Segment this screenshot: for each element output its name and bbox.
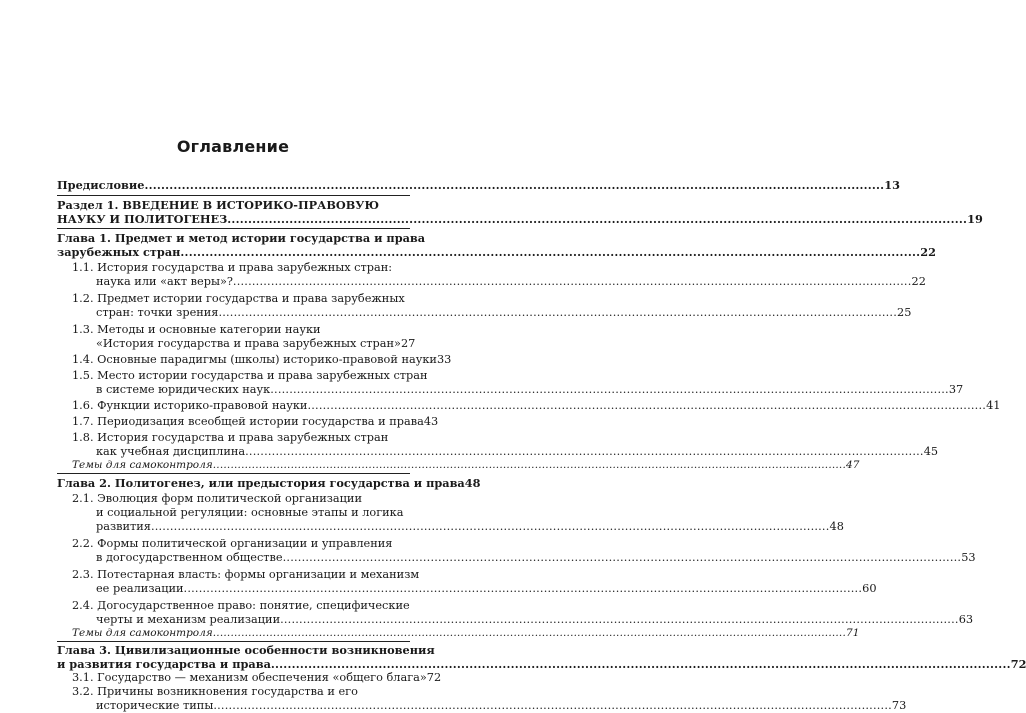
toc-page-number: 45: [923, 445, 939, 458]
toc-subentry-2-2[interactable]: [96, 551, 976, 565]
toc-entry-chapter-2[interactable]: [57, 476, 481, 490]
toc-entry-chapter-3[interactable]: [57, 657, 1026, 671]
toc-page-number: 60: [862, 582, 877, 595]
toc-subentry-1-6[interactable]: [72, 399, 1001, 413]
toc-page-number: 33: [436, 353, 452, 366]
toc-entry-text: наука или «акт веры»?: [96, 275, 233, 288]
page-title: Оглавление: [176, 137, 290, 156]
toc-entry-section-1[interactable]: [57, 212, 983, 226]
toc-subentry-title[interactable]: 2.3. Потестарная власть: формы организации и механизм: [72, 568, 420, 581]
leader-dots: [213, 699, 892, 713]
toc-self-check-1[interactable]: [72, 458, 860, 472]
toc-entry-text: Предисловие: [57, 178, 145, 192]
toc-entry-text: черты и механизм реализации: [96, 613, 281, 626]
toc-entry-text: в системе юридических наук: [96, 383, 271, 396]
leader-dots: [218, 306, 897, 320]
toc-page-number: 72: [1010, 657, 1026, 671]
toc-subentry-3-1[interactable]: [72, 671, 442, 685]
toc-subentry-2-4[interactable]: [96, 613, 974, 627]
leader-dots: [151, 520, 830, 534]
divider: [57, 228, 410, 229]
toc-subentry-title[interactable]: 1.8. История государства и права зарубежных стран: [72, 431, 389, 444]
toc-subentry-1-2[interactable]: [96, 306, 912, 320]
toc-subentry-title[interactable]: 2.1. Эволюция форм политической организации: [72, 492, 362, 505]
toc-entry-preface[interactable]: [57, 178, 901, 192]
toc-page-number: 48: [464, 476, 481, 490]
leader-dots: [184, 582, 863, 596]
toc-self-check-2[interactable]: [72, 626, 860, 640]
toc-subentry-3-2[interactable]: [96, 699, 907, 713]
leader-dots: [307, 399, 986, 413]
toc-page-number: 13: [884, 178, 901, 192]
toc-entry-text: Темы для самоконтроля: [72, 459, 213, 471]
toc-entry-text: 1.6. Функции историко-правовой науки: [72, 399, 308, 412]
toc-chapter-title[interactable]: Глава 3. Цивилизационные особенности возникновения: [57, 643, 435, 657]
leader-dots: [270, 383, 949, 397]
toc-page-number: 25: [897, 306, 912, 319]
toc-entry-text: Темы для самоконтроля: [72, 627, 213, 639]
leader-dots: [227, 212, 967, 226]
toc-subentry-title[interactable]: 3.2. Причины возникновения государства и его: [72, 685, 358, 698]
toc-entry-text: 1.4. Основные парадигмы (школы) историко-правовой науки: [72, 353, 437, 366]
toc-subentry-1-8[interactable]: [96, 445, 939, 459]
toc-subentry-1-1[interactable]: [96, 275, 926, 289]
toc-subentry-2-3[interactable]: [96, 582, 877, 596]
divider: [57, 641, 410, 642]
toc-entry-text: 3.1. Государство — механизм обеспечения «общего блага»: [72, 671, 427, 684]
toc-subentry-title[interactable]: и социальной регуляции: основные этапы и логика: [96, 506, 404, 519]
leader-dots: [233, 275, 912, 289]
toc-subentry-title[interactable]: 1.2. Предмет истории государства и права зарубежных: [72, 292, 405, 305]
leader-dots: [271, 657, 1011, 671]
toc-page-number: 22: [920, 245, 936, 259]
leader-dots: [180, 245, 920, 259]
toc-entry-text: Глава 2. Политогенез, или предыстория государства и права: [57, 476, 465, 490]
leader-dots: [280, 613, 959, 627]
leader-dots: [245, 445, 924, 459]
toc-subentry-title[interactable]: 2.4. Догосударственное право: понятие, специфические: [72, 599, 410, 612]
leader-dots: [144, 178, 884, 192]
toc-page-number: 19: [967, 212, 983, 226]
toc-subentry-title[interactable]: 1.5. Место истории государства и права зарубежных стран: [72, 369, 428, 382]
toc-page-number: 73: [891, 699, 907, 712]
toc-entry-text: как учебная дисциплина: [96, 445, 246, 458]
toc-subentry-1-3[interactable]: [96, 337, 416, 351]
toc-page-number: 41: [986, 399, 1001, 412]
toc-page-number: 47: [846, 459, 860, 471]
toc-entry-text: 1.7. Периодизация всеобщей истории государства и права: [72, 415, 424, 428]
toc-section-title[interactable]: Раздел 1. ВВЕДЕНИЕ В ИСТОРИКО-ПРАВОВУЮ: [57, 198, 379, 212]
toc-page-number: 72: [426, 671, 442, 684]
toc-entry-text: ее реализации: [96, 582, 184, 595]
toc-entry-text: «История государства и права зарубежных стран»: [96, 337, 401, 350]
toc-subentry-1-4[interactable]: [72, 353, 452, 367]
toc-entry-text: стран: точки зрения: [96, 306, 219, 319]
toc-entry-text: в догосударственном обществе: [96, 551, 283, 564]
toc-page-number: 71: [846, 627, 860, 639]
toc-entry-text: и развития государства и права: [57, 657, 271, 671]
toc-page-number: 53: [961, 551, 976, 564]
toc-subentry-title[interactable]: 2.2. Формы политической организации и управления: [72, 537, 393, 550]
toc-subentry-title[interactable]: 1.3. Методы и основные категории науки: [72, 323, 321, 336]
toc-subentry-1-5[interactable]: [96, 383, 964, 397]
toc-page-number: 63: [958, 613, 974, 626]
divider: [57, 473, 410, 474]
toc-entry-text: НАУКУ И ПОЛИТОГЕНЕЗ: [57, 212, 228, 226]
toc-page-number: 37: [948, 383, 964, 396]
toc-entry-text: исторические типы: [96, 699, 214, 712]
toc-subentry-title[interactable]: 1.1. История государства и права зарубежных стран:: [72, 261, 393, 274]
leader-dots: [213, 458, 846, 472]
toc-page-number: 48: [829, 520, 844, 533]
toc-entry-text: развития: [96, 520, 151, 533]
leader-dots: [213, 626, 846, 640]
divider: [57, 195, 410, 196]
toc-page-number: 43: [423, 415, 439, 428]
toc-entry-text: зарубежных стран: [57, 245, 181, 259]
toc-subentry-1-7[interactable]: [72, 415, 439, 429]
toc-entry-chapter-1[interactable]: [57, 245, 936, 259]
toc-subentry-2-1[interactable]: [96, 520, 844, 534]
toc-page-number: 22: [911, 275, 926, 288]
toc-page-number: 27: [400, 337, 416, 350]
leader-dots: [283, 551, 962, 565]
toc-chapter-title[interactable]: Глава 1. Предмет и метод истории государства и права: [57, 231, 426, 245]
